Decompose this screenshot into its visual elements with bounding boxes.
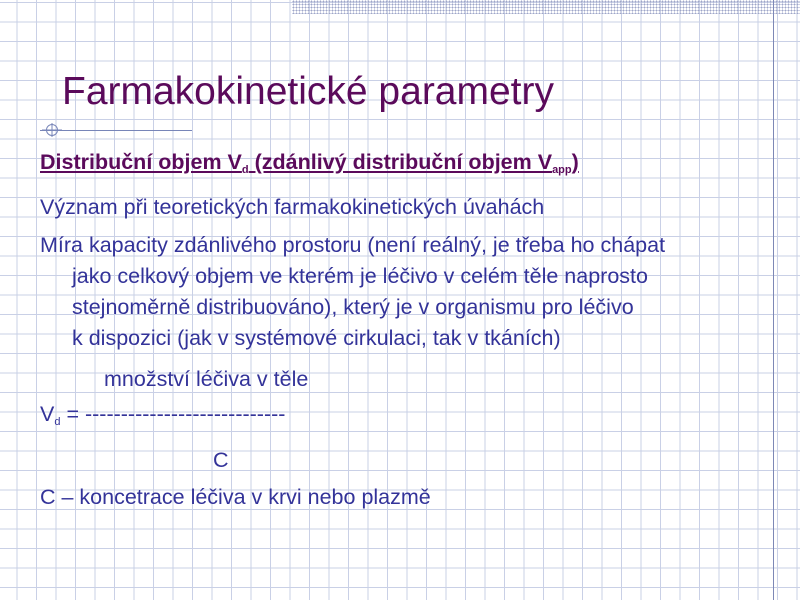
formula-denominator: C [213,448,229,472]
body-line-capacity-cont-2: stejnoměrně distribuováno), který je v organismu pro léčivo [72,295,634,319]
formula-legend: C – koncetrace léčiva v krvi nebo plazmě [40,485,431,509]
heading-subscript-app: app [552,164,572,176]
heading-text-3: ) [571,150,579,174]
formula-equals-dashes: = ---------------------------- [60,402,286,426]
heading-subscript-d: d [241,164,249,176]
formula-lhs-subscript: d [54,416,61,428]
formula-fraction-line [40,404,285,428]
formula-numerator: množství léčiva v těle [104,367,309,391]
title-underline-rule [40,130,192,131]
slide-title: Farmakokinetické parametry [62,70,554,113]
heading-text-2: (zdánlivý distribuční objem V [248,150,553,174]
body-line-significance: Význam při teoretických farmakokinetických úvahách [40,195,545,219]
decorative-dotted-band [292,0,800,14]
body-line-capacity-cont-1: jako celkový objem ve kterém je léčivo v celém těle naprosto [72,264,648,288]
body-line-capacity-cont-3: k dispozici (jak v systémové cirkulaci, tak v tkáních) [72,326,561,350]
decorative-vertical-line [773,0,774,600]
body-line-capacity: Míra kapacity zdánlivého prostoru (není reálný, je třeba ho chápat [40,233,666,257]
formula-lhs-symbol: V [40,402,55,426]
section-heading [40,152,579,176]
heading-text-1: Distribuční objem V [40,150,242,174]
